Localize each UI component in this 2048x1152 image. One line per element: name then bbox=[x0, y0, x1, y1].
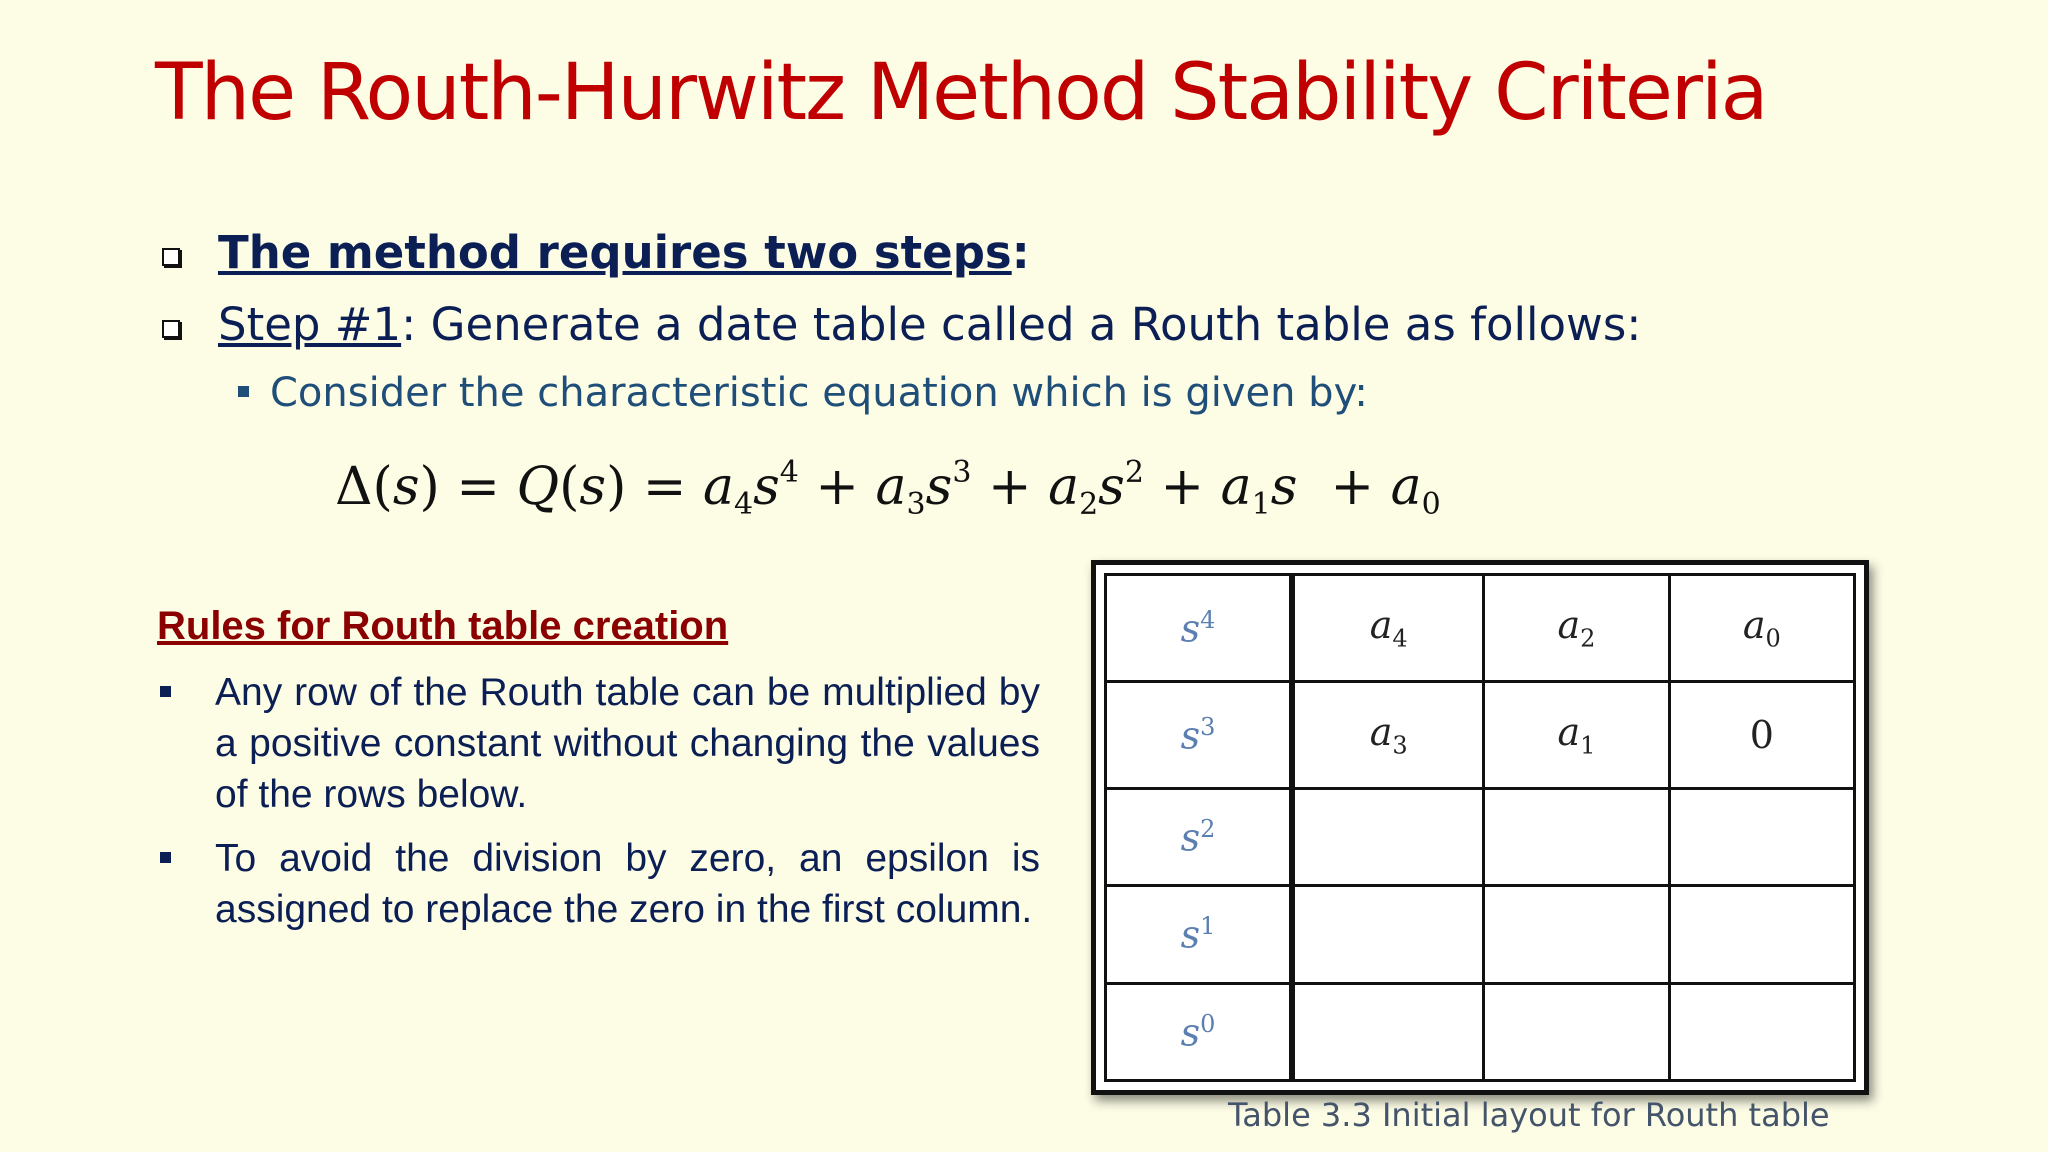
characteristic-equation: $\Delta(s) = Q(s) = a_4s^4 + a_3s^3 + a_2s^2 + a_1s + a_0$ bbox=[335, 455, 1441, 522]
routh-row-power: $s^2$ bbox=[1106, 789, 1293, 886]
routh-cell bbox=[1669, 789, 1854, 886]
routh-cell: $a_0$ bbox=[1669, 575, 1854, 682]
step-1-line bbox=[218, 298, 1641, 351]
page-title: The Routh-Hurwitz Method Stability Criteria bbox=[155, 48, 1767, 138]
steps-intro-underlined: The method requires two steps bbox=[218, 226, 1012, 279]
rules-heading: Rules for Routh table creation bbox=[157, 604, 729, 648]
routh-cell: $a_2$ bbox=[1484, 575, 1669, 682]
routh-cell bbox=[1669, 983, 1854, 1080]
routh-row bbox=[1106, 789, 1855, 886]
characteristic-equation-intro: Consider the characteristic equation which is given by: bbox=[270, 370, 1368, 416]
routh-cell bbox=[1292, 789, 1484, 886]
square-bullet-icon bbox=[238, 386, 249, 397]
steps-intro bbox=[218, 226, 1030, 279]
routh-cell bbox=[1484, 789, 1669, 886]
square-bullet-icon bbox=[160, 686, 171, 697]
routh-cell bbox=[1292, 983, 1484, 1080]
routh-cell bbox=[1484, 983, 1669, 1080]
routh-row bbox=[1106, 886, 1855, 983]
routh-cell bbox=[1292, 886, 1484, 983]
routh-row bbox=[1106, 575, 1855, 682]
step-1-text: : Generate a date table called a Routh table as follows: bbox=[401, 298, 1642, 351]
routh-row-power: $s^3$ bbox=[1106, 682, 1293, 789]
rule-item-2: To avoid the division by zero, an epsilon is assigned to replace the zero in the first column. bbox=[215, 837, 1040, 931]
routh-table-frame bbox=[1091, 560, 1869, 1095]
routh-row bbox=[1106, 682, 1855, 789]
routh-row-power: $s^4$ bbox=[1106, 575, 1293, 682]
routh-cell: $a_1$ bbox=[1484, 682, 1669, 789]
step-1-label: Step #1 bbox=[218, 298, 402, 351]
routh-cell bbox=[1484, 886, 1669, 983]
routh-row bbox=[1106, 983, 1855, 1080]
checkbox-bullet-icon bbox=[162, 320, 180, 338]
routh-table bbox=[1104, 573, 1856, 1082]
routh-cell: $a_3$ bbox=[1292, 682, 1484, 789]
routh-cell: $a_4$ bbox=[1292, 575, 1484, 682]
routh-cell: 0 bbox=[1669, 682, 1854, 789]
square-bullet-icon bbox=[160, 852, 171, 863]
rule-item-1: Any row of the Routh table can be multiplied by a positive constant without changing the values of the rows below. bbox=[215, 671, 1040, 816]
routh-cell bbox=[1669, 886, 1854, 983]
table-caption: Table 3.3 Initial layout for Routh table bbox=[1228, 1096, 1830, 1134]
routh-row-power: $s^0$ bbox=[1106, 983, 1293, 1080]
checkbox-bullet-icon bbox=[162, 248, 180, 266]
routh-row-power: $s^1$ bbox=[1106, 886, 1293, 983]
steps-intro-tail: : bbox=[1011, 226, 1030, 279]
